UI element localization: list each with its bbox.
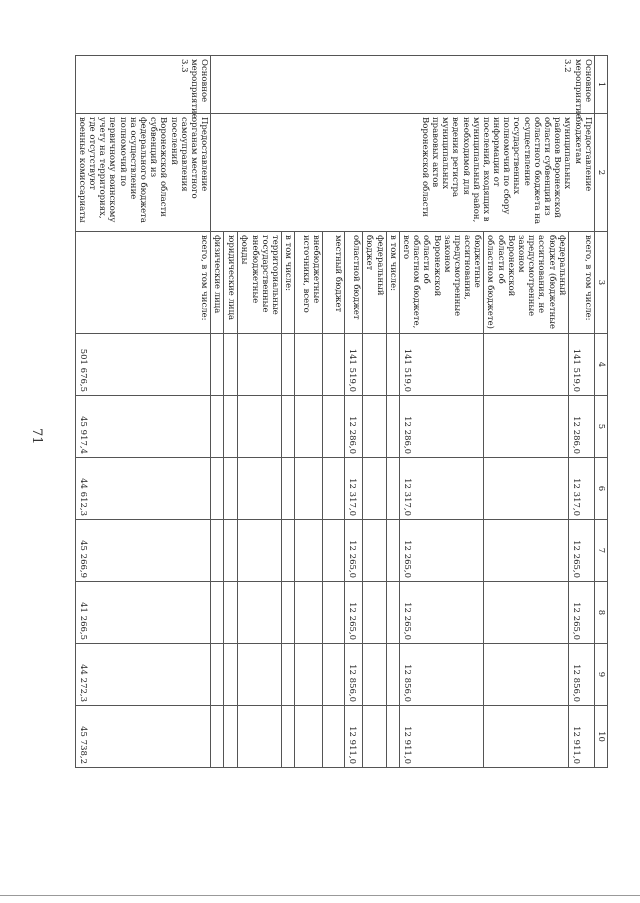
funding-source-cell: областной бюджет [345, 232, 363, 334]
amount-cell [484, 396, 569, 458]
funding-source-cell: в том числе: [386, 232, 399, 334]
amount-cell [224, 396, 238, 458]
activity-name-cell: Основное мероприятие 3.2 [211, 56, 595, 114]
amount-cell: 12 911,0 [345, 706, 363, 768]
funding-source-cell: федеральный бюджет (бюджетные ассигнования, не предусмотренные законом Воронежской области об областном бюджете) [484, 232, 569, 334]
amount-cell: 12 911,0 [568, 706, 594, 768]
amount-cell [295, 582, 323, 644]
amount-cell: 45 917,4 [75, 396, 210, 458]
amount-cell [295, 334, 323, 396]
amount-cell [323, 334, 345, 396]
amount-cell [484, 706, 569, 768]
amount-cell [282, 706, 295, 768]
amount-cell [295, 458, 323, 520]
amount-cell: 45 738,2 [75, 706, 210, 768]
amount-cell: 141 519,0 [345, 334, 363, 396]
amount-cell [238, 396, 282, 458]
table-row [75, 56, 210, 768]
page-edge-line [0, 895, 640, 896]
header-cell: 3 [594, 232, 607, 334]
funding-source-cell: внебюджетные источники, всего [295, 232, 323, 334]
funding-source-cell: в том числе: [282, 232, 295, 334]
amount-cell [295, 706, 323, 768]
amount-cell: 12 286,0 [568, 396, 594, 458]
funding-source-cell: всего, в том числе: [568, 232, 594, 334]
amount-cell [282, 520, 295, 582]
amount-cell [211, 396, 224, 458]
page-number: 71 [29, 428, 44, 445]
amount-cell [224, 582, 238, 644]
header-row [594, 56, 607, 768]
budget-table [75, 55, 608, 768]
activity-description-cell: Предоставление бюджетам муниципальных районов Воронежской области субвенций из областного бюджета на осуществление государственных полномочий по сбору информации от поселений, входящих в муниципальный район, необходимой для ведения регистра муниципальных правовых актов Воронежской области [211, 114, 595, 232]
amount-cell [363, 644, 386, 706]
amount-cell [386, 706, 399, 768]
funding-source-cell: всего, в том числе: [75, 232, 210, 334]
amount-cell [238, 334, 282, 396]
amount-cell: 12 265,0 [345, 582, 363, 644]
amount-cell: 44 272,3 [75, 644, 210, 706]
amount-cell [484, 582, 569, 644]
amount-cell: 12 317,0 [345, 458, 363, 520]
amount-cell: 12 265,0 [568, 582, 594, 644]
header-cell: 7 [594, 520, 607, 582]
funding-source-cell: физические лица [211, 232, 224, 334]
activity-name-cell: Основное мероприятие 3.3 [75, 56, 210, 114]
table-row [568, 56, 594, 768]
amount-cell: 12 856,0 [345, 644, 363, 706]
amount-cell [238, 582, 282, 644]
amount-cell: 141 519,0 [399, 334, 484, 396]
header-cell: 4 [594, 334, 607, 396]
funding-source-cell: бюджетные ассигнования, предусмотренные законом Воронежской области об областном бюджете, всего [399, 232, 484, 334]
amount-cell [386, 582, 399, 644]
amount-cell [211, 458, 224, 520]
amount-cell [238, 520, 282, 582]
amount-cell [295, 644, 323, 706]
amount-cell [323, 706, 345, 768]
header-cell: 5 [594, 396, 607, 458]
header-cell: 9 [594, 644, 607, 706]
amount-cell: 12 856,0 [568, 644, 594, 706]
amount-cell: 141 519,0 [568, 334, 594, 396]
amount-cell [386, 334, 399, 396]
amount-cell [282, 644, 295, 706]
amount-cell [363, 706, 386, 768]
amount-cell [238, 458, 282, 520]
amount-cell [224, 644, 238, 706]
amount-cell: 12 265,0 [399, 520, 484, 582]
amount-cell [363, 520, 386, 582]
funding-source-cell: территориальные государственные внебюджетные фонды [238, 232, 282, 334]
amount-cell [323, 520, 345, 582]
header-cell: 6 [594, 458, 607, 520]
amount-cell [238, 644, 282, 706]
amount-cell [282, 582, 295, 644]
amount-cell [211, 644, 224, 706]
amount-cell [484, 458, 569, 520]
amount-cell [224, 334, 238, 396]
table-body [75, 56, 594, 768]
amount-cell: 12 317,0 [399, 458, 484, 520]
amount-cell: 41 266,5 [75, 582, 210, 644]
amount-cell [386, 458, 399, 520]
amount-cell [224, 706, 238, 768]
amount-cell [323, 458, 345, 520]
amount-cell [386, 644, 399, 706]
header-cell: 1 [594, 56, 607, 114]
amount-cell [238, 706, 282, 768]
amount-cell [211, 582, 224, 644]
amount-cell [224, 458, 238, 520]
amount-cell [386, 520, 399, 582]
amount-cell [282, 458, 295, 520]
amount-cell [211, 334, 224, 396]
amount-cell [323, 396, 345, 458]
amount-cell [224, 520, 238, 582]
amount-cell: 12 265,0 [568, 520, 594, 582]
amount-cell [386, 396, 399, 458]
amount-cell: 44 612,3 [75, 458, 210, 520]
amount-cell: 12 317,0 [568, 458, 594, 520]
amount-cell [363, 396, 386, 458]
amount-cell [295, 520, 323, 582]
amount-cell [323, 644, 345, 706]
header-cell: 10 [594, 706, 607, 768]
amount-cell [211, 520, 224, 582]
amount-cell [323, 582, 345, 644]
amount-cell [282, 334, 295, 396]
amount-cell: 12 286,0 [345, 396, 363, 458]
amount-cell: 12 856,0 [399, 644, 484, 706]
amount-cell: 12 265,0 [345, 520, 363, 582]
funding-source-cell: юридические лица [224, 232, 238, 334]
activity-description-cell: Предоставление органам местного самоуправления поселений Воронежской области субвенций из федерального бюджета на осуществление полномочий по первичному воинскому учету на территориях, где отсутствуют военные комиссариаты [75, 114, 210, 232]
amount-cell: 12 911,0 [399, 706, 484, 768]
amount-cell: 45 266,9 [75, 520, 210, 582]
amount-cell [484, 334, 569, 396]
amount-cell: 501 676,5 [75, 334, 210, 396]
amount-cell [363, 582, 386, 644]
amount-cell: 12 265,0 [399, 582, 484, 644]
funding-source-cell: местный бюджет [323, 232, 345, 334]
header-cell: 8 [594, 582, 607, 644]
amount-cell [363, 458, 386, 520]
funding-source-cell: федеральный бюджет [363, 232, 386, 334]
amount-cell [484, 520, 569, 582]
amount-cell [295, 396, 323, 458]
amount-cell [484, 644, 569, 706]
amount-cell [282, 396, 295, 458]
amount-cell [363, 334, 386, 396]
amount-cell [211, 706, 224, 768]
header-cell: 2 [594, 114, 607, 232]
rotated-table-container [76, 55, 608, 767]
amount-cell: 12 286,0 [399, 396, 484, 458]
